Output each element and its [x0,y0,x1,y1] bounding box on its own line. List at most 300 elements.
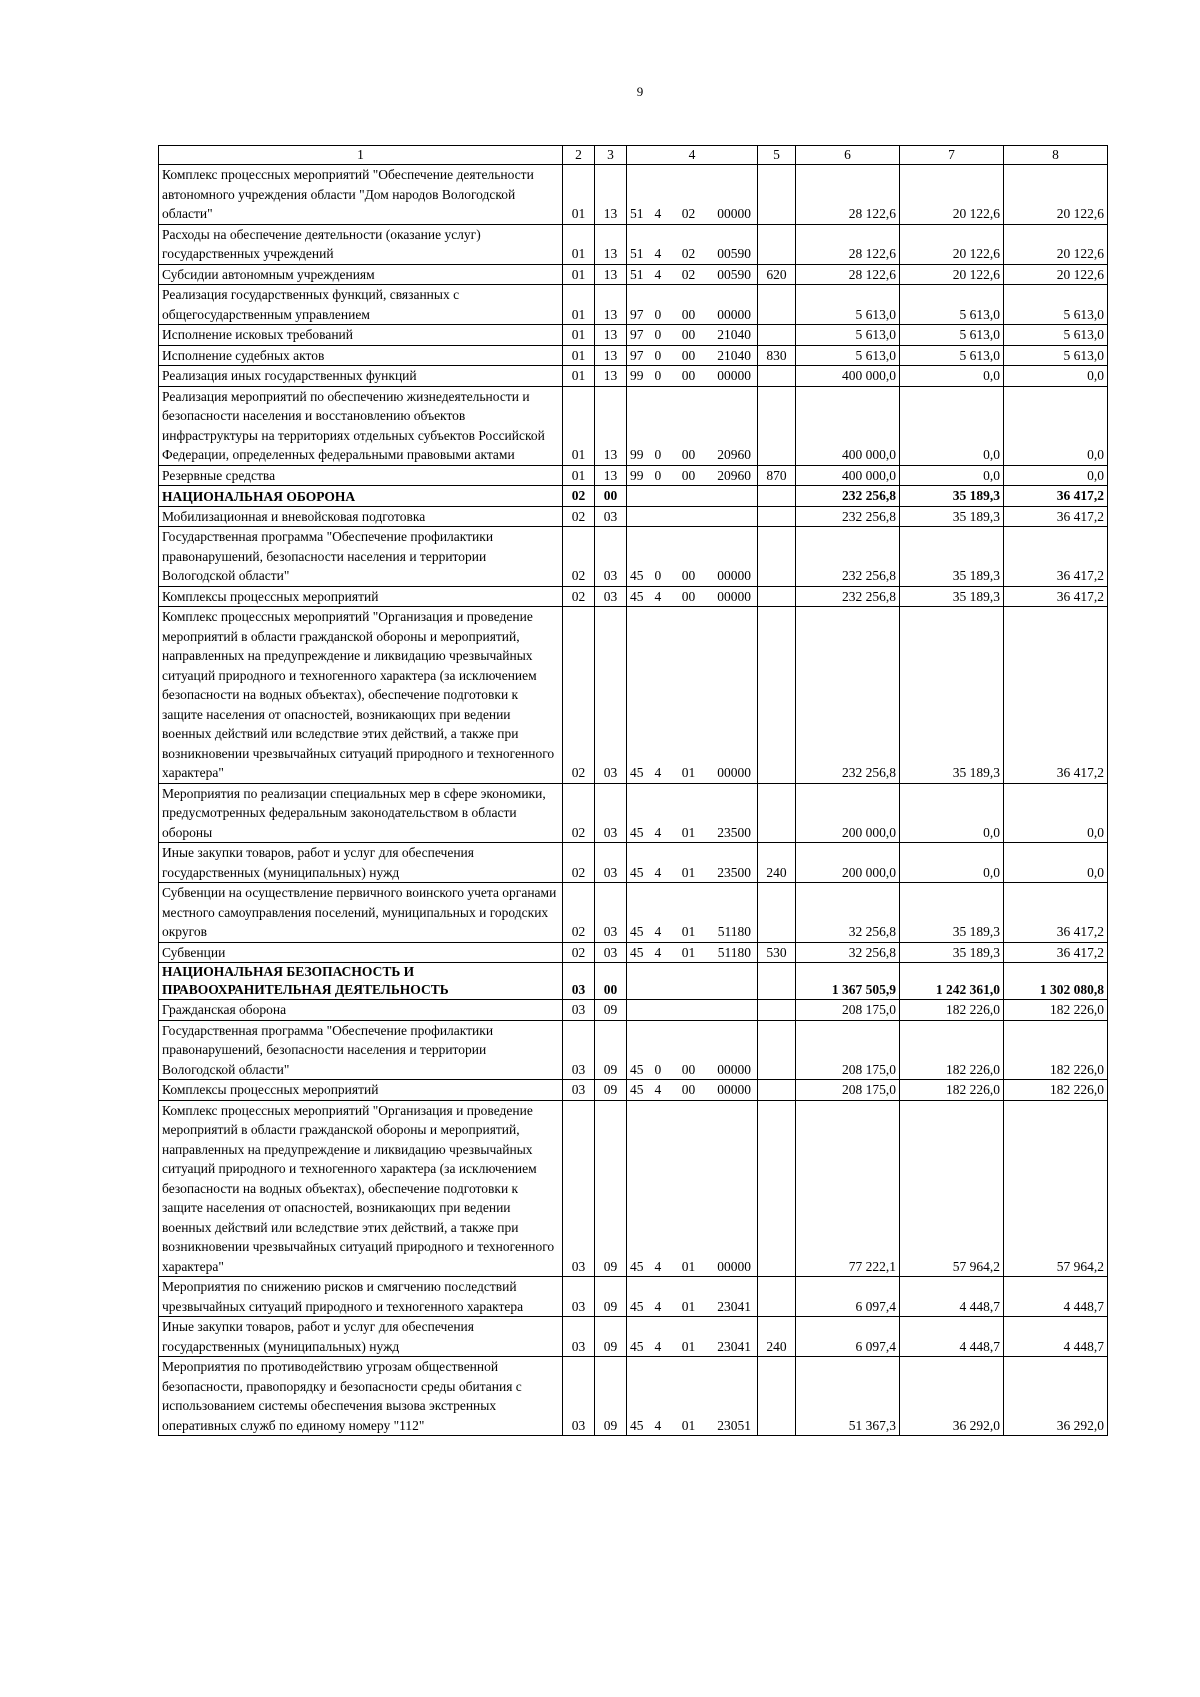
row-value-3: 182 226,0 [1004,1080,1108,1101]
row-subprogram: 01 [675,883,703,943]
row-value-3: 5 613,0 [1004,325,1108,346]
row-direction: 4 [655,1100,675,1277]
row-name: Реализация мероприятий по обеспечению жизнедеятельности и безопасности населения и восстановлению объектов инфраструктуры на территориях отдельных субъектов Российской Федерации, определенных федеральными правовыми актами [159,386,563,465]
row-expense-type [758,165,796,225]
table-row [159,1317,1108,1357]
table-row [159,586,1108,607]
row-name: НАЦИОНАЛЬНАЯ БЕЗОПАСНОСТЬ И ПРАВООХРАНИТЕЛЬНАЯ ДЕЯТЕЛЬНОСТЬ [159,963,563,1000]
row-program: 51 [627,224,655,264]
row-value-1: 5 613,0 [796,345,900,366]
row-subsection: 13 [595,285,627,325]
row-subsection: 09 [595,1357,627,1436]
row-value-3: 0,0 [1004,386,1108,465]
row-value-1: 28 122,6 [796,264,900,285]
row-subprogram: 01 [675,942,703,963]
row-section: 03 [563,1080,595,1101]
col-header-1: 1 [159,146,563,165]
row-subsection: 13 [595,345,627,366]
row-subsection: 13 [595,165,627,225]
row-subprogram: 01 [675,783,703,843]
row-subsection: 13 [595,264,627,285]
row-value-3: 36 417,2 [1004,883,1108,943]
row-value-1: 208 175,0 [796,1080,900,1101]
row-section: 02 [563,783,595,843]
row-code: 23500 [703,843,758,883]
row-section: 01 [563,325,595,346]
row-program: 45 [627,607,655,784]
row-name: Государственная программа "Обеспечение профилактики правонарушений, безопасности населения и территории Вологодской области" [159,527,563,587]
row-code: 00000 [703,527,758,587]
row-program: 45 [627,527,655,587]
row-name: Иные закупки товаров, работ и услуг для обеспечения государственных (муниципальных) нужд [159,843,563,883]
row-code [703,963,758,1000]
row-value-2: 182 226,0 [900,1080,1004,1101]
row-program: 45 [627,1357,655,1436]
row-value-1: 32 256,8 [796,942,900,963]
row-subsection: 03 [595,942,627,963]
col-header-5: 5 [758,146,796,165]
row-direction: 0 [655,527,675,587]
row-value-3: 36 417,2 [1004,607,1108,784]
table-row [159,325,1108,346]
row-name: Комплекс процессных мероприятий "Организация и проведение мероприятий в области гражданской обороны и мероприятий, направленных на предупреждение и ликвидацию чрезвычайных ситуаций природного и техногенного характера (за исключением безопасности на водных объектах), обеспечение подготовки к защите населения от опасностей, возникающих при ведении военных действий или вследствие этих действий, а также при возникновении чрезвычайных ситуаций природного и техногенного характера" [159,607,563,784]
row-program: 45 [627,586,655,607]
row-expense-type: 240 [758,1317,796,1357]
row-direction: 4 [655,843,675,883]
row-expense-type: 240 [758,843,796,883]
row-direction [655,1000,675,1021]
row-value-2: 4 448,7 [900,1317,1004,1357]
budget-table [158,145,1108,1436]
row-section: 02 [563,527,595,587]
row-name: Мобилизационная и вневойсковая подготовка [159,506,563,527]
row-program [627,1000,655,1021]
row-value-1: 5 613,0 [796,285,900,325]
row-program: 45 [627,783,655,843]
row-expense-type [758,1000,796,1021]
row-program: 97 [627,325,655,346]
table-row [159,224,1108,264]
row-subprogram: 00 [675,1020,703,1080]
row-subsection: 13 [595,386,627,465]
row-value-2: 5 613,0 [900,285,1004,325]
row-expense-type: 830 [758,345,796,366]
row-value-2: 36 292,0 [900,1357,1004,1436]
row-name: НАЦИОНАЛЬНАЯ ОБОРОНА [159,486,563,507]
col-header-2: 2 [563,146,595,165]
table-row [159,1277,1108,1317]
row-section: 02 [563,942,595,963]
row-value-1: 5 613,0 [796,325,900,346]
row-subsection: 00 [595,963,627,1000]
row-value-1: 208 175,0 [796,1020,900,1080]
row-value-1: 77 222,1 [796,1100,900,1277]
row-value-2: 35 189,3 [900,486,1004,507]
row-value-1: 1 367 505,9 [796,963,900,1000]
row-value-3: 20 122,6 [1004,165,1108,225]
row-direction: 4 [655,165,675,225]
row-subsection: 03 [595,607,627,784]
row-expense-type [758,285,796,325]
row-value-2: 1 242 361,0 [900,963,1004,1000]
row-name: Мероприятия по снижению рисков и смягчению последствий чрезвычайных ситуаций природного и техногенного характера [159,1277,563,1317]
row-value-3: 20 122,6 [1004,264,1108,285]
row-expense-type [758,783,796,843]
row-subprogram: 02 [675,224,703,264]
row-code: 23041 [703,1317,758,1357]
row-subprogram: 00 [675,527,703,587]
row-subprogram: 02 [675,264,703,285]
table-row [159,165,1108,225]
row-value-3: 5 613,0 [1004,285,1108,325]
row-expense-type [758,1357,796,1436]
row-value-2: 182 226,0 [900,1020,1004,1080]
row-direction: 4 [655,1357,675,1436]
row-subprogram: 00 [675,345,703,366]
row-section: 02 [563,586,595,607]
row-program: 51 [627,165,655,225]
row-code: 00000 [703,366,758,387]
row-code: 00000 [703,607,758,784]
row-program [627,486,655,507]
table-row [159,607,1108,784]
row-name: Исполнение исковых требований [159,325,563,346]
row-direction [655,506,675,527]
row-program: 45 [627,942,655,963]
row-direction: 4 [655,883,675,943]
row-name: Комплексы процессных мероприятий [159,586,563,607]
table-row [159,506,1108,527]
row-value-2: 20 122,6 [900,224,1004,264]
row-subsection: 09 [595,1080,627,1101]
row-program: 45 [627,1080,655,1101]
row-subprogram: 00 [675,1080,703,1101]
row-subsection: 13 [595,325,627,346]
row-section: 01 [563,165,595,225]
row-section: 02 [563,506,595,527]
row-expense-type [758,607,796,784]
col-header-8: 8 [1004,146,1108,165]
row-value-1: 232 256,8 [796,486,900,507]
row-subprogram [675,486,703,507]
col-header-4: 4 [627,146,758,165]
row-code: 00000 [703,1100,758,1277]
row-value-1: 232 256,8 [796,586,900,607]
row-value-2: 0,0 [900,783,1004,843]
row-program: 45 [627,883,655,943]
row-subprogram: 01 [675,1277,703,1317]
row-section: 01 [563,345,595,366]
row-value-2: 0,0 [900,465,1004,486]
col-header-6: 6 [796,146,900,165]
table-row [159,1000,1108,1021]
row-expense-type [758,963,796,1000]
row-value-1: 232 256,8 [796,527,900,587]
row-subsection: 03 [595,586,627,607]
row-subprogram: 00 [675,325,703,346]
row-code: 23041 [703,1277,758,1317]
row-value-1: 400 000,0 [796,386,900,465]
row-subprogram: 01 [675,1100,703,1277]
row-code: 20960 [703,386,758,465]
row-subprogram: 01 [675,843,703,883]
col-header-7: 7 [900,146,1004,165]
row-direction: 4 [655,783,675,843]
table-row [159,1357,1108,1436]
row-subsection: 09 [595,1100,627,1277]
table-row [159,1100,1108,1277]
row-value-3: 0,0 [1004,366,1108,387]
row-program: 45 [627,843,655,883]
row-direction: 4 [655,224,675,264]
row-value-3: 36 292,0 [1004,1357,1108,1436]
row-value-1: 51 367,3 [796,1357,900,1436]
row-subprogram [675,506,703,527]
row-expense-type [758,883,796,943]
row-section: 01 [563,465,595,486]
row-direction: 0 [655,1020,675,1080]
row-value-2: 20 122,6 [900,264,1004,285]
row-value-1: 400 000,0 [796,465,900,486]
row-subprogram [675,963,703,1000]
row-subsection: 13 [595,224,627,264]
row-value-3: 36 417,2 [1004,942,1108,963]
row-name: Исполнение судебных актов [159,345,563,366]
row-direction: 0 [655,386,675,465]
row-value-1: 200 000,0 [796,783,900,843]
row-section: 03 [563,963,595,1000]
row-expense-type [758,586,796,607]
row-section: 03 [563,1100,595,1277]
row-direction [655,963,675,1000]
row-expense-type [758,325,796,346]
row-subprogram: 01 [675,1357,703,1436]
table-body [159,165,1108,1436]
table-row [159,264,1108,285]
row-section: 03 [563,1317,595,1357]
row-subsection: 09 [595,1020,627,1080]
row-expense-type [758,224,796,264]
row-program: 99 [627,465,655,486]
row-name: Мероприятия по реализации специальных мер в сфере экономики, предусмотренных федеральным законодательством в области обороны [159,783,563,843]
row-value-1: 6 097,4 [796,1317,900,1357]
row-program: 45 [627,1277,655,1317]
table-row [159,486,1108,507]
row-subsection: 03 [595,883,627,943]
row-value-3: 0,0 [1004,465,1108,486]
row-value-2: 0,0 [900,366,1004,387]
row-expense-type [758,366,796,387]
row-program: 99 [627,386,655,465]
table-row [159,783,1108,843]
row-value-1: 232 256,8 [796,506,900,527]
table-row [159,345,1108,366]
row-subprogram: 00 [675,586,703,607]
row-name: Комплекс процессных мероприятий "Обеспечение деятельности автономного учреждения области "Дом народов Вологодской области" [159,165,563,225]
row-value-3: 36 417,2 [1004,586,1108,607]
row-value-2: 0,0 [900,386,1004,465]
row-code: 21040 [703,325,758,346]
row-code: 00000 [703,586,758,607]
row-name: Субвенции [159,942,563,963]
table-row [159,366,1108,387]
row-value-2: 35 189,3 [900,527,1004,587]
row-code: 23500 [703,783,758,843]
row-subprogram: 01 [675,607,703,784]
row-code: 00000 [703,1080,758,1101]
row-value-2: 182 226,0 [900,1000,1004,1021]
table-row [159,883,1108,943]
row-name: Комплекс процессных мероприятий "Организация и проведение мероприятий в области гражданской обороны и мероприятий, направленных на предупреждение и ликвидацию чрезвычайных ситуаций природного и техногенного характера (за исключением безопасности на водных объектах), обеспечение подготовки к защите населения от опасностей, возникающих при ведении военных действий или вследствие этих действий, а также при возникновении чрезвычайных ситуаций природного и техногенного характера" [159,1100,563,1277]
row-direction: 4 [655,586,675,607]
row-expense-type: 530 [758,942,796,963]
row-value-2: 35 189,3 [900,607,1004,784]
row-subsection: 03 [595,527,627,587]
row-value-3: 1 302 080,8 [1004,963,1108,1000]
row-subprogram: 00 [675,366,703,387]
row-value-2: 35 189,3 [900,586,1004,607]
row-direction: 4 [655,264,675,285]
row-value-1: 28 122,6 [796,165,900,225]
row-code: 00000 [703,1020,758,1080]
row-section: 02 [563,607,595,784]
page-number: 9 [636,84,644,99]
col-header-3: 3 [595,146,627,165]
row-code: 00000 [703,285,758,325]
row-value-3: 5 613,0 [1004,345,1108,366]
row-name: Мероприятия по противодействию угрозам общественной безопасности, правопорядку и безопасности среды обитания с использованием системы обеспечения вызова экстренных оперативных служб по единому номеру "112" [159,1357,563,1436]
table-row [159,386,1108,465]
row-subsection: 09 [595,1277,627,1317]
row-section: 03 [563,1000,595,1021]
row-subprogram: 02 [675,165,703,225]
row-value-1: 6 097,4 [796,1277,900,1317]
table-row [159,1020,1108,1080]
row-value-3: 0,0 [1004,843,1108,883]
row-section: 02 [563,843,595,883]
row-name: Субвенции на осуществление первичного воинского учета органами местного самоуправления поселений, муниципальных и городских округов [159,883,563,943]
table-row [159,465,1108,486]
row-value-3: 182 226,0 [1004,1000,1108,1021]
row-code: 21040 [703,345,758,366]
row-subsection: 03 [595,506,627,527]
row-name: Комплексы процессных мероприятий [159,1080,563,1101]
row-name: Субсидии автономным учреждениям [159,264,563,285]
row-code [703,1000,758,1021]
row-code: 23051 [703,1357,758,1436]
row-section: 03 [563,1020,595,1080]
row-value-2: 5 613,0 [900,325,1004,346]
row-direction: 0 [655,366,675,387]
row-subprogram: 00 [675,465,703,486]
row-value-2: 20 122,6 [900,165,1004,225]
row-subprogram: 00 [675,285,703,325]
row-subsection: 09 [595,1317,627,1357]
row-expense-type [758,1020,796,1080]
row-value-2: 0,0 [900,843,1004,883]
table-row [159,942,1108,963]
row-name: Реализация иных государственных функций [159,366,563,387]
row-name: Гражданская оборона [159,1000,563,1021]
table-row [159,285,1108,325]
row-program: 45 [627,1100,655,1277]
row-direction: 4 [655,1277,675,1317]
row-value-3: 182 226,0 [1004,1020,1108,1080]
row-value-2: 35 189,3 [900,883,1004,943]
row-code: 00590 [703,224,758,264]
table-row [159,843,1108,883]
row-direction: 4 [655,1080,675,1101]
row-value-3: 4 448,7 [1004,1277,1108,1317]
row-expense-type [758,386,796,465]
row-subsection: 03 [595,843,627,883]
row-expense-type [758,506,796,527]
row-direction: 4 [655,1317,675,1357]
row-value-2: 5 613,0 [900,345,1004,366]
row-name: Иные закупки товаров, работ и услуг для обеспечения государственных (муниципальных) нужд [159,1317,563,1357]
row-subsection: 13 [595,465,627,486]
row-code [703,506,758,527]
row-value-3: 36 417,2 [1004,527,1108,587]
row-value-3: 20 122,6 [1004,224,1108,264]
row-program: 99 [627,366,655,387]
table-row [159,527,1108,587]
row-direction [655,486,675,507]
row-code: 00000 [703,165,758,225]
row-subsection: 09 [595,1000,627,1021]
row-value-1: 200 000,0 [796,843,900,883]
row-value-3: 0,0 [1004,783,1108,843]
row-section: 02 [563,883,595,943]
row-section: 03 [563,1277,595,1317]
row-value-3: 57 964,2 [1004,1100,1108,1277]
row-name: Резервные средства [159,465,563,486]
row-code: 00590 [703,264,758,285]
row-direction: 0 [655,285,675,325]
row-expense-type: 620 [758,264,796,285]
table-row [159,963,1108,1000]
row-value-1: 232 256,8 [796,607,900,784]
row-subprogram: 00 [675,386,703,465]
row-name: Реализация государственных функций, связанных с общегосударственным управлением [159,285,563,325]
row-program [627,963,655,1000]
row-expense-type [758,1100,796,1277]
row-value-2: 57 964,2 [900,1100,1004,1277]
row-value-2: 35 189,3 [900,942,1004,963]
row-value-1: 208 175,0 [796,1000,900,1021]
header-row [159,146,1108,165]
row-name: Расходы на обеспечение деятельности (оказание услуг) государственных учреждений [159,224,563,264]
row-expense-type: 870 [758,465,796,486]
row-program [627,506,655,527]
row-value-3: 4 448,7 [1004,1317,1108,1357]
row-value-1: 32 256,8 [796,883,900,943]
row-code: 20960 [703,465,758,486]
row-section: 03 [563,1357,595,1436]
row-program: 97 [627,345,655,366]
row-code [703,486,758,507]
row-program: 45 [627,1317,655,1357]
row-direction: 0 [655,465,675,486]
row-section: 01 [563,224,595,264]
row-subprogram [675,1000,703,1021]
row-direction: 4 [655,607,675,784]
row-value-1: 400 000,0 [796,366,900,387]
row-subsection: 03 [595,783,627,843]
row-value-3: 36 417,2 [1004,506,1108,527]
row-direction: 0 [655,325,675,346]
row-program: 97 [627,285,655,325]
